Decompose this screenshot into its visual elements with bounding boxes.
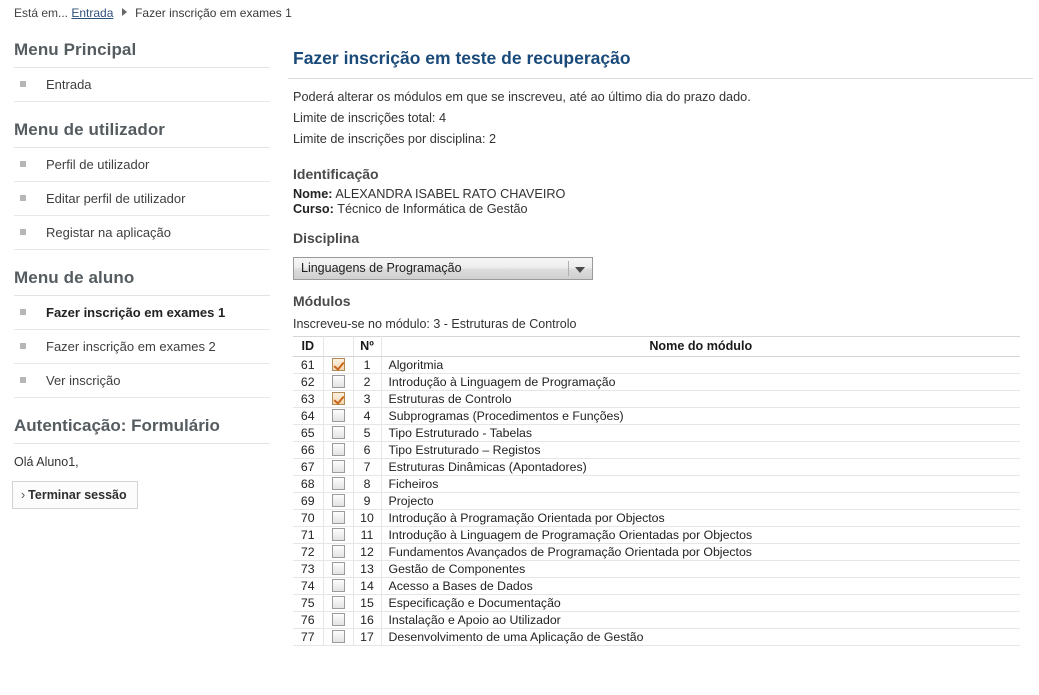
module-name-cell: Introdução à Linguagem de Programação Orientadas por Objectos bbox=[381, 527, 1020, 544]
module-name-cell: Projecto bbox=[381, 493, 1020, 510]
module-name-cell: Estruturas Dinâmicas (Apontadores) bbox=[381, 459, 1020, 476]
module-id-cell: 68 bbox=[293, 476, 323, 493]
module-number-cell: 17 bbox=[353, 629, 381, 646]
checkbox-unchecked-icon[interactable] bbox=[332, 579, 345, 592]
module-number-cell: 5 bbox=[353, 425, 381, 442]
table-row bbox=[293, 442, 1020, 459]
checkbox-unchecked-icon[interactable] bbox=[332, 511, 345, 524]
discipline-heading: Disciplina bbox=[293, 230, 360, 246]
module-number-cell: 11 bbox=[353, 527, 381, 544]
module-name-cell: Estruturas de Controlo bbox=[381, 391, 1020, 408]
discipline-select[interactable] bbox=[293, 257, 593, 280]
module-id-cell: 71 bbox=[293, 527, 323, 544]
sidebar-item-label: Fazer inscrição em exames 2 bbox=[46, 339, 216, 354]
checkbox-unchecked-icon[interactable] bbox=[332, 375, 345, 388]
sidebar-heading: Menu Principal bbox=[14, 40, 137, 59]
checkbox-checked-icon[interactable] bbox=[332, 358, 345, 371]
module-number-cell: 13 bbox=[353, 561, 381, 578]
module-number-cell: 2 bbox=[353, 374, 381, 391]
student-course-line bbox=[288, 202, 1033, 217]
chevron-down-icon bbox=[575, 267, 585, 273]
module-id-cell: 67 bbox=[293, 459, 323, 476]
sidebar-item-registar-na-aplica-o[interactable] bbox=[14, 216, 270, 250]
sidebar-block bbox=[0, 120, 276, 250]
logout-button[interactable] bbox=[12, 481, 138, 509]
module-checkbox-cell bbox=[323, 510, 353, 527]
module-id-cell: 65 bbox=[293, 425, 323, 442]
discipline-select-value: Linguagens de Programação bbox=[301, 261, 462, 275]
module-number-cell: 7 bbox=[353, 459, 381, 476]
module-name-cell: Desenvolvimento de uma Aplicação de Gestão bbox=[381, 629, 1020, 646]
column-header-checkbox bbox=[323, 337, 353, 357]
module-name-cell: Fundamentos Avançados de Programação Orientada por Objectos bbox=[381, 544, 1020, 561]
page-title: Fazer inscrição em teste de recuperação bbox=[293, 48, 631, 68]
limit-per-subject-text: Limite de inscrições por disciplina: 2 bbox=[293, 132, 497, 146]
auth-greeting: Olá Aluno1, bbox=[14, 455, 79, 469]
table-header-row bbox=[293, 337, 1020, 357]
module-checkbox-cell bbox=[323, 408, 353, 425]
module-id-cell: 69 bbox=[293, 493, 323, 510]
checkbox-unchecked-icon[interactable] bbox=[332, 494, 345, 507]
module-id-cell: 74 bbox=[293, 578, 323, 595]
sidebar-item-label: Ver inscrição bbox=[46, 373, 121, 388]
module-number-cell: 12 bbox=[353, 544, 381, 561]
student-name-value: ALEXANDRA ISABEL RATO CHAVEIRO bbox=[335, 187, 566, 201]
auth-heading: Autenticação: Formulário bbox=[14, 416, 220, 435]
column-header-number: Nº bbox=[353, 337, 381, 357]
module-number-cell: 4 bbox=[353, 408, 381, 425]
module-name-cell: Acesso a Bases de Dados bbox=[381, 578, 1020, 595]
checkbox-unchecked-icon[interactable] bbox=[332, 443, 345, 456]
sidebar-item-label: Registar na aplicação bbox=[46, 225, 172, 240]
enrollment-notice: Inscreveu-se no módulo: 3 - Estruturas de Controlo bbox=[293, 317, 577, 331]
sidebar-item-label: Perfil de utilizador bbox=[46, 157, 150, 172]
checkbox-unchecked-icon[interactable] bbox=[332, 426, 345, 439]
module-name-cell: Especificação e Documentação bbox=[381, 595, 1020, 612]
module-checkbox-cell bbox=[323, 595, 353, 612]
module-id-cell: 73 bbox=[293, 561, 323, 578]
sidebar-item-fazer-inscri-o-em-exames-1[interactable] bbox=[14, 296, 270, 330]
sidebar-block-auth bbox=[0, 416, 276, 509]
module-checkbox-cell bbox=[323, 561, 353, 578]
module-id-cell: 75 bbox=[293, 595, 323, 612]
module-id-cell: 76 bbox=[293, 612, 323, 629]
module-id-cell: 72 bbox=[293, 544, 323, 561]
checkbox-unchecked-icon[interactable] bbox=[332, 562, 345, 575]
module-checkbox-cell bbox=[323, 442, 353, 459]
student-course-label: Curso: bbox=[293, 202, 334, 216]
breadcrumb-link-entrada[interactable]: Entrada bbox=[71, 6, 114, 20]
module-checkbox-cell bbox=[323, 527, 353, 544]
table-row bbox=[293, 629, 1020, 646]
sidebar-block bbox=[0, 40, 276, 102]
module-checkbox-cell bbox=[323, 476, 353, 493]
table-row bbox=[293, 612, 1020, 629]
breadcrumb-label: Está em... bbox=[14, 6, 69, 20]
module-checkbox-cell bbox=[323, 544, 353, 561]
table-row bbox=[293, 408, 1020, 425]
table-row bbox=[293, 510, 1020, 527]
module-checkbox-cell bbox=[323, 391, 353, 408]
checkbox-unchecked-icon[interactable] bbox=[332, 545, 345, 558]
divider bbox=[568, 261, 569, 276]
logout-button-label: Terminar sessão bbox=[28, 488, 127, 502]
breadcrumb-current: Fazer inscrição em exames 1 bbox=[135, 6, 292, 20]
module-id-cell: 61 bbox=[293, 357, 323, 374]
module-number-cell: 10 bbox=[353, 510, 381, 527]
module-checkbox-cell bbox=[323, 357, 353, 374]
sidebar-item-label: Editar perfil de utilizador bbox=[46, 191, 186, 206]
modules-table bbox=[293, 336, 1020, 646]
table-row bbox=[293, 357, 1020, 374]
sidebar-heading: Menu de aluno bbox=[14, 268, 135, 287]
table-row bbox=[293, 425, 1020, 442]
sidebar bbox=[0, 40, 276, 527]
chevron-right-icon: › bbox=[21, 488, 26, 502]
module-name-cell: Gestão de Componentes bbox=[381, 561, 1020, 578]
column-header-name: Nome do módulo bbox=[381, 337, 1020, 357]
module-number-cell: 6 bbox=[353, 442, 381, 459]
module-name-cell: Ficheiros bbox=[381, 476, 1020, 493]
module-number-cell: 1 bbox=[353, 357, 381, 374]
intro-text: Poderá alterar os módulos em que se inscreveu, até ao último dia do prazo dado. bbox=[293, 90, 751, 104]
identification-heading: Identificação bbox=[293, 166, 379, 182]
checkbox-checked-icon[interactable] bbox=[332, 392, 345, 405]
module-id-cell: 62 bbox=[293, 374, 323, 391]
checkbox-unchecked-icon[interactable] bbox=[332, 596, 345, 609]
triangle-right-icon bbox=[122, 8, 127, 16]
table-row bbox=[293, 578, 1020, 595]
module-id-cell: 66 bbox=[293, 442, 323, 459]
module-number-cell: 9 bbox=[353, 493, 381, 510]
divider bbox=[288, 78, 1033, 79]
module-number-cell: 14 bbox=[353, 578, 381, 595]
checkbox-unchecked-icon[interactable] bbox=[332, 630, 345, 643]
table-row bbox=[293, 527, 1020, 544]
student-course-value: Técnico de Informática de Gestão bbox=[337, 202, 528, 216]
limit-total-text: Limite de inscrições total: 4 bbox=[293, 111, 447, 125]
sidebar-item-label: Entrada bbox=[46, 77, 92, 92]
module-name-cell: Tipo Estruturado - Tabelas bbox=[381, 425, 1020, 442]
module-checkbox-cell bbox=[323, 629, 353, 646]
column-header-id: ID bbox=[293, 337, 323, 357]
table-row bbox=[293, 493, 1020, 510]
table-row bbox=[293, 391, 1020, 408]
table-row bbox=[293, 561, 1020, 578]
checkbox-unchecked-icon[interactable] bbox=[332, 460, 345, 473]
table-row bbox=[293, 544, 1020, 561]
module-checkbox-cell bbox=[323, 578, 353, 595]
module-checkbox-cell bbox=[323, 459, 353, 476]
table-row bbox=[293, 459, 1020, 476]
table-row bbox=[293, 595, 1020, 612]
module-number-cell: 3 bbox=[353, 391, 381, 408]
module-number-cell: 16 bbox=[353, 612, 381, 629]
module-checkbox-cell bbox=[323, 425, 353, 442]
module-id-cell: 63 bbox=[293, 391, 323, 408]
module-name-cell: Subprogramas (Procedimentos e Funções) bbox=[381, 408, 1020, 425]
module-checkbox-cell bbox=[323, 493, 353, 510]
module-id-cell: 77 bbox=[293, 629, 323, 646]
sidebar-item-perfil-de-utilizador[interactable] bbox=[14, 148, 270, 182]
breadcrumb bbox=[14, 6, 292, 20]
main-content bbox=[288, 42, 1033, 646]
checkbox-unchecked-icon[interactable] bbox=[332, 409, 345, 422]
module-number-cell: 8 bbox=[353, 476, 381, 493]
checkbox-unchecked-icon[interactable] bbox=[332, 613, 345, 626]
sidebar-item-fazer-inscri-o-em-exames-2[interactable] bbox=[14, 330, 270, 364]
module-id-cell: 64 bbox=[293, 408, 323, 425]
module-name-cell: Introdução à Linguagem de Programação bbox=[381, 374, 1020, 391]
sidebar-item-label: Fazer inscrição em exames 1 bbox=[46, 305, 226, 320]
checkbox-unchecked-icon[interactable] bbox=[332, 477, 345, 490]
sidebar-block bbox=[0, 268, 276, 398]
student-name-line bbox=[288, 187, 1033, 202]
sidebar-item-ver-inscri-o[interactable] bbox=[14, 364, 270, 398]
module-name-cell: Algoritmia bbox=[381, 357, 1020, 374]
module-name-cell: Tipo Estruturado – Registos bbox=[381, 442, 1020, 459]
table-row bbox=[293, 476, 1020, 493]
sidebar-heading: Menu de utilizador bbox=[14, 120, 166, 139]
module-name-cell: Instalação e Apoio ao Utilizador bbox=[381, 612, 1020, 629]
student-name-label: Nome: bbox=[293, 187, 333, 201]
checkbox-unchecked-icon[interactable] bbox=[332, 528, 345, 541]
module-number-cell: 15 bbox=[353, 595, 381, 612]
sidebar-item-editar-perfil-de-utilizador[interactable] bbox=[14, 182, 270, 216]
table-row bbox=[293, 374, 1020, 391]
module-name-cell: Introdução à Programação Orientada por Objectos bbox=[381, 510, 1020, 527]
sidebar-item-entrada[interactable] bbox=[14, 68, 270, 102]
module-checkbox-cell bbox=[323, 374, 353, 391]
module-id-cell: 70 bbox=[293, 510, 323, 527]
module-checkbox-cell bbox=[323, 612, 353, 629]
modules-heading: Módulos bbox=[293, 293, 351, 309]
